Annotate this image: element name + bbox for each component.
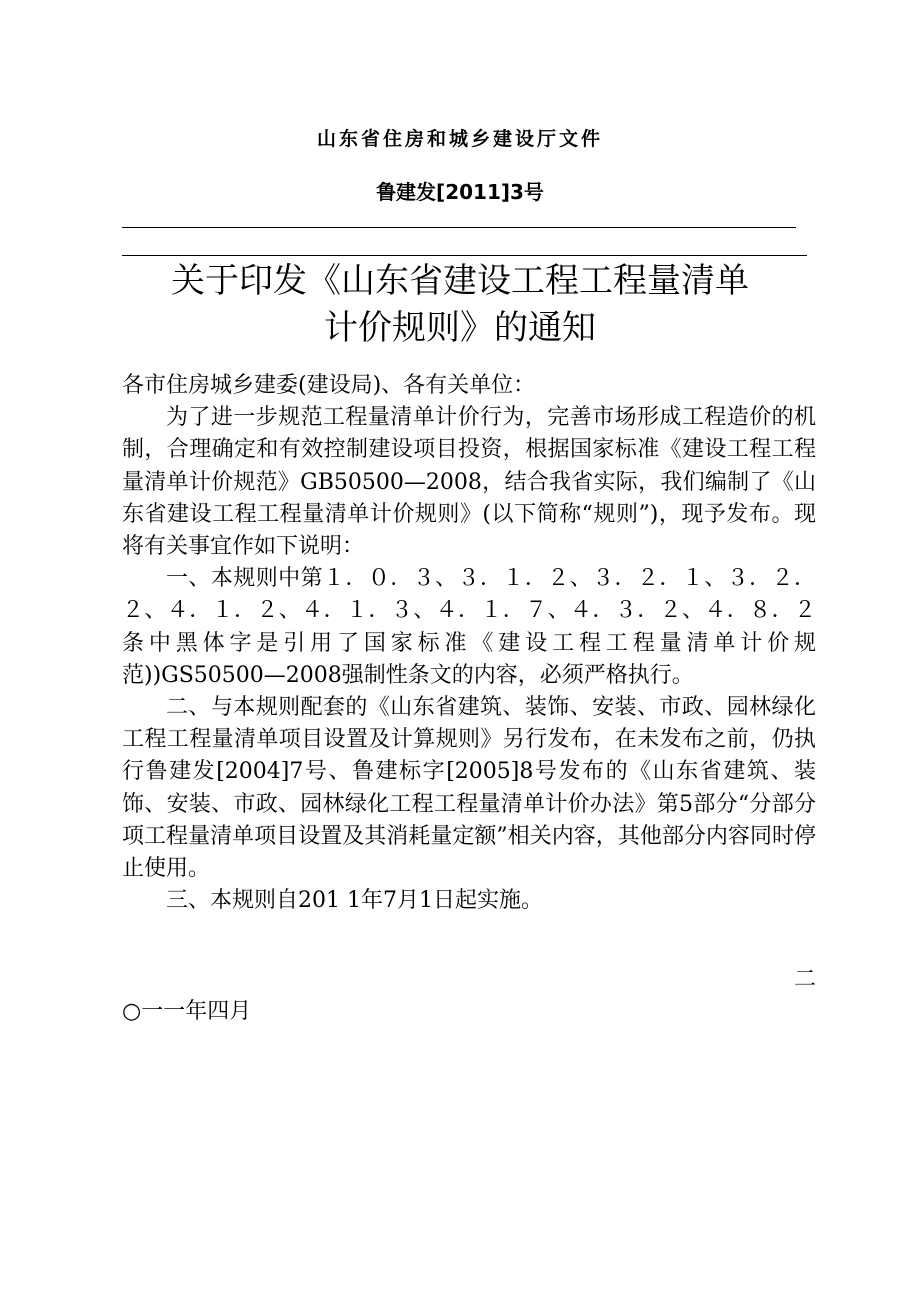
notice-title-line-2: 计价规则》的通知 <box>324 308 596 348</box>
body-paragraph-intro: 为了进一步规范工程量清单计价行为，完善市场形成工程造价的机制，合理确定和有效控制建设项目投资，根据国家标准《建设工程工程量清单计价规范》GB50500—2008，结合我省实际，我们编制了《山东省建设工程工程量清单计价规则》(以下简称“规则”)，现予发布。现将有关事宜作如下说明： <box>122 405 816 560</box>
salutation: 各市住房城乡建委(建设局)、各有关单位： <box>122 373 536 398</box>
body-paragraph-item-3: 三、本规则自201 1年7月1日起实施。 <box>166 888 543 914</box>
header-divider-line <box>122 227 796 228</box>
body-paragraph-item-1: 一、本规则中第１．０．３、３．１．２、３．２．１、３．２．２、４．１．２、４．１．３、４．１．７、４．３．２、４．８．２条中黑体字是引用了国家标准《建设工程工程量清单计价规范))GS50500—2008强制性条文的内容，必须严格执行。 <box>122 566 816 688</box>
header-divider-line-second <box>122 255 807 256</box>
issue-date: ○一一年四月 <box>122 999 252 1024</box>
issue-date-first-char: 二 <box>793 967 816 992</box>
document-number: 鲁建发[2011]3号 <box>376 180 544 204</box>
issuing-agency-header: 山东省住房和城乡建设厅文件 <box>316 128 603 150</box>
notice-title-line-1: 关于印发《山东省建设工程工程量清单 <box>171 261 749 301</box>
notice-body <box>122 370 816 917</box>
body-paragraph-item-2: 二、与本规则配套的《山东省建筑、装饰、安装、市政、园林绿化工程工程量清单项目设置及计算规则》另行发布，在未发布之前，仍执行鲁建发[2004]7号、鲁建标字[2005]8号发布的《山东省建筑、装饰、安装、市政、园林绿化工程工程量清单计价办法》第5部分“分部分项工程量清单项目设置及其消耗量定额”相关内容，其他部分内容同时停止使用。 <box>122 695 816 882</box>
